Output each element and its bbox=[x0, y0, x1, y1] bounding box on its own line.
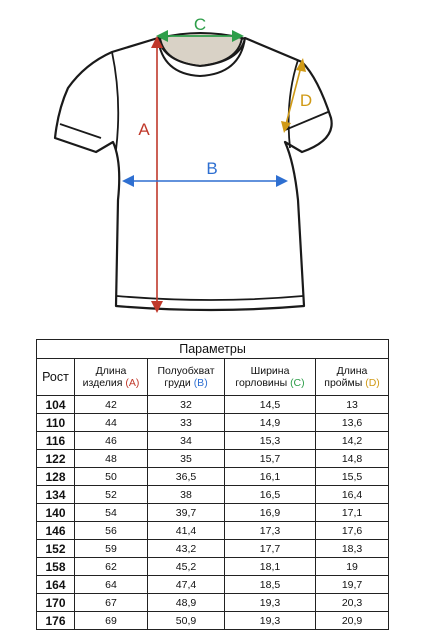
cell-rost: 176 bbox=[37, 612, 75, 630]
cell-length-a: 59 bbox=[75, 540, 148, 558]
cell-chest-b: 38 bbox=[148, 486, 225, 504]
cell-length-a: 69 bbox=[75, 612, 148, 630]
cell-chest-b: 33 bbox=[148, 414, 225, 432]
cell-rost: 170 bbox=[37, 594, 75, 612]
cell-neck-c: 15,7 bbox=[225, 450, 316, 468]
cell-chest-b: 34 bbox=[148, 432, 225, 450]
cell-chest-b: 50,9 bbox=[148, 612, 225, 630]
table-title: Параметры bbox=[37, 340, 389, 359]
cell-neck-c: 16,9 bbox=[225, 504, 316, 522]
cell-armhole-d: 19,7 bbox=[316, 576, 389, 594]
table-row bbox=[37, 576, 389, 594]
cell-length-a: 54 bbox=[75, 504, 148, 522]
cell-chest-b: 36,5 bbox=[148, 468, 225, 486]
cell-armhole-d: 14,8 bbox=[316, 450, 389, 468]
header-d-line1: Длина bbox=[336, 365, 368, 377]
cell-armhole-d: 18,3 bbox=[316, 540, 389, 558]
cell-armhole-d: 20,3 bbox=[316, 594, 389, 612]
cell-neck-c: 14,5 bbox=[225, 396, 316, 414]
measure-c-label: C bbox=[193, 15, 207, 34]
cell-length-a: 62 bbox=[75, 558, 148, 576]
header-c-code: (C) bbox=[290, 377, 305, 389]
table-row bbox=[37, 540, 389, 558]
cell-chest-b: 43,2 bbox=[148, 540, 225, 558]
cell-rost: 146 bbox=[37, 522, 75, 540]
cell-neck-c: 17,3 bbox=[225, 522, 316, 540]
header-b-line2: груди bbox=[164, 377, 191, 389]
cell-armhole-d: 14,2 bbox=[316, 432, 389, 450]
cell-armhole-d: 16,4 bbox=[316, 486, 389, 504]
cell-armhole-d: 15,5 bbox=[316, 468, 389, 486]
header-rost: Рост bbox=[37, 359, 75, 396]
cell-length-a: 50 bbox=[75, 468, 148, 486]
cell-length-a: 56 bbox=[75, 522, 148, 540]
measure-d-label: D bbox=[299, 91, 313, 110]
cell-length-a: 46 bbox=[75, 432, 148, 450]
table-row bbox=[37, 432, 389, 450]
cell-rost: 110 bbox=[37, 414, 75, 432]
cell-neck-c: 18,5 bbox=[225, 576, 316, 594]
cell-chest-b: 39,7 bbox=[148, 504, 225, 522]
cell-rost: 164 bbox=[37, 576, 75, 594]
cell-rost: 122 bbox=[37, 450, 75, 468]
size-parameters-table bbox=[36, 339, 389, 630]
header-neck-c bbox=[225, 359, 316, 396]
table-row bbox=[37, 504, 389, 522]
cell-neck-c: 17,7 bbox=[225, 540, 316, 558]
header-c-line2: горловины bbox=[235, 377, 288, 389]
cell-length-a: 67 bbox=[75, 594, 148, 612]
cell-length-a: 42 bbox=[75, 396, 148, 414]
header-b-line1: Полуобхват bbox=[157, 365, 215, 377]
cell-rost: 116 bbox=[37, 432, 75, 450]
measure-b-label: B bbox=[206, 159, 218, 178]
table-row bbox=[37, 396, 389, 414]
header-b-code: (B) bbox=[193, 377, 208, 389]
cell-rost: 152 bbox=[37, 540, 75, 558]
cell-chest-b: 32 bbox=[148, 396, 225, 414]
cell-chest-b: 48,9 bbox=[148, 594, 225, 612]
header-length-a bbox=[75, 359, 148, 396]
header-a-line2: изделия bbox=[82, 377, 123, 389]
header-a-line1: Длина bbox=[95, 365, 127, 377]
table-row bbox=[37, 450, 389, 468]
cell-chest-b: 45,2 bbox=[148, 558, 225, 576]
cell-rost: 104 bbox=[37, 396, 75, 414]
table-row bbox=[37, 522, 389, 540]
cell-chest-b: 35 bbox=[148, 450, 225, 468]
table-row bbox=[37, 486, 389, 504]
cell-neck-c: 16,1 bbox=[225, 468, 316, 486]
cell-length-a: 64 bbox=[75, 576, 148, 594]
tshirt-outline bbox=[55, 38, 332, 310]
cell-armhole-d: 19 bbox=[316, 558, 389, 576]
cell-chest-b: 47,4 bbox=[148, 576, 225, 594]
cell-armhole-d: 20,9 bbox=[316, 612, 389, 630]
cell-neck-c: 18,1 bbox=[225, 558, 316, 576]
cell-length-a: 52 bbox=[75, 486, 148, 504]
cell-rost: 140 bbox=[37, 504, 75, 522]
header-c-line1: Ширина bbox=[250, 365, 290, 377]
cell-neck-c: 19,3 bbox=[225, 594, 316, 612]
table-row bbox=[37, 594, 389, 612]
cell-rost: 128 bbox=[37, 468, 75, 486]
cell-neck-c: 15,3 bbox=[225, 432, 316, 450]
cell-rost: 134 bbox=[37, 486, 75, 504]
cell-armhole-d: 17,1 bbox=[316, 504, 389, 522]
table-row bbox=[37, 612, 389, 630]
cell-armhole-d: 17,6 bbox=[316, 522, 389, 540]
header-chest-b bbox=[148, 359, 225, 396]
header-a-code: (A) bbox=[125, 377, 140, 389]
table-row bbox=[37, 414, 389, 432]
cell-neck-c: 16,5 bbox=[225, 486, 316, 504]
cell-armhole-d: 13 bbox=[316, 396, 389, 414]
cell-length-a: 48 bbox=[75, 450, 148, 468]
cell-chest-b: 41,4 bbox=[148, 522, 225, 540]
cell-neck-c: 19,3 bbox=[225, 612, 316, 630]
cell-neck-c: 14,9 bbox=[225, 414, 316, 432]
header-armhole-d bbox=[316, 359, 389, 396]
cell-rost: 158 bbox=[37, 558, 75, 576]
cell-length-a: 44 bbox=[75, 414, 148, 432]
cell-armhole-d: 13,6 bbox=[316, 414, 389, 432]
table-row bbox=[37, 558, 389, 576]
table-row bbox=[37, 468, 389, 486]
measure-a-label: A bbox=[138, 120, 150, 139]
header-d-code: (D) bbox=[365, 377, 380, 389]
header-d-line2: проймы bbox=[324, 377, 363, 389]
